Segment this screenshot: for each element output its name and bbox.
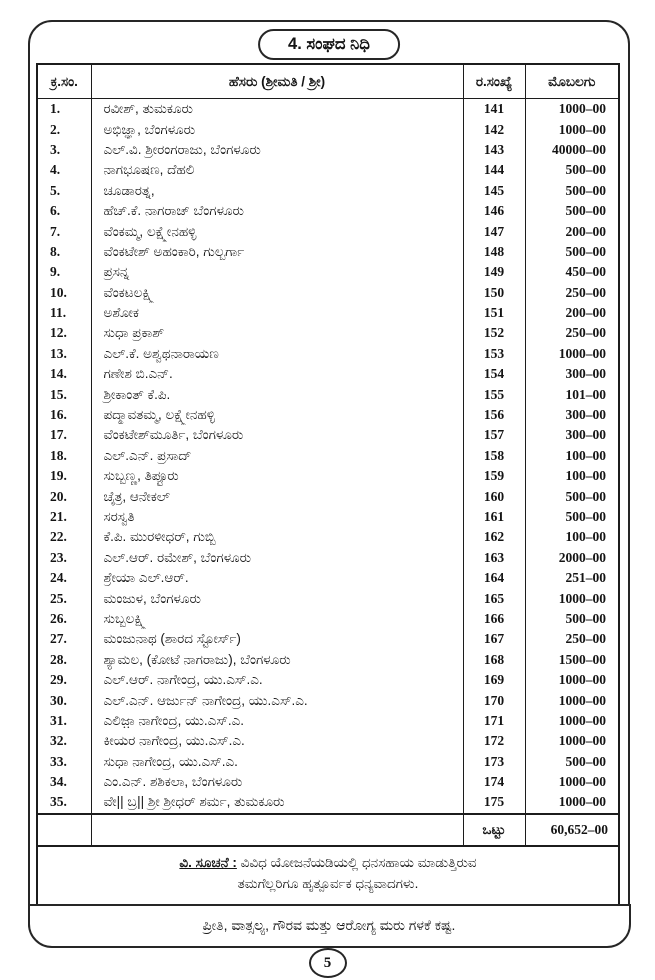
cell-receipt: 156 — [463, 405, 525, 425]
total-empty-name — [91, 814, 463, 846]
cell-serial: 1. — [37, 99, 91, 120]
cell-serial: 33. — [37, 752, 91, 772]
cell-serial: 5. — [37, 181, 91, 201]
cell-serial: 10. — [37, 283, 91, 303]
footer-quote: ಪ್ರೀತಿ, ವಾತ್ಸಲ್ಯ, ಗೌರವ ಮತ್ತು ಆರೋಗ್ಯ ಮರು ಗಳಕೆ ಕಷ್ಟ. — [202, 917, 456, 933]
cell-name: ವೇ|| ಬ್ರ|| ಶ್ರೀ ಶ್ರೀಧರ್ ಶರ್ಮ, ತುಮಕೂರು — [91, 792, 463, 813]
cell-serial: 21. — [37, 507, 91, 527]
cell-amount: 500–00 — [525, 486, 619, 506]
cell-name: ಅಭಿಜ್ಞಾ, ಬೆಂಗಳೂರು — [91, 119, 463, 139]
cell-name: ಸುಬ್ಬಲಕ್ಷ್ಮಿ — [91, 609, 463, 629]
page-number: 5 — [323, 954, 332, 971]
cell-receipt: 158 — [463, 446, 525, 466]
cell-amount: 450–00 — [525, 262, 619, 282]
table-row — [37, 690, 619, 710]
fund-table — [36, 63, 620, 906]
table-row — [37, 650, 619, 670]
table-row — [37, 548, 619, 568]
table-row — [37, 507, 619, 527]
page-border-frame — [28, 20, 630, 947]
cell-serial: 2. — [37, 119, 91, 139]
page-number-badge — [309, 948, 347, 978]
cell-amount: 500–00 — [525, 609, 619, 629]
note-label: ವಿ. ಸೂಚನೆ : — [179, 854, 237, 870]
cell-receipt: 159 — [463, 466, 525, 486]
table-row — [37, 221, 619, 241]
cell-name: ಹೆಚ್.ಕೆ. ನಾಗರಾಜ್ ಬೆಂಗಳೂರು — [91, 201, 463, 221]
cell-name: ಅಶೋಕ — [91, 303, 463, 323]
table-row — [37, 384, 619, 404]
cell-serial: 19. — [37, 466, 91, 486]
cell-serial: 24. — [37, 568, 91, 588]
cell-amount: 100–00 — [525, 446, 619, 466]
cell-name: ಶ್ರೀಕಾಂತ್ ಕೆ.ಪಿ. — [91, 384, 463, 404]
cell-amount: 1000–00 — [525, 711, 619, 731]
cell-receipt: 167 — [463, 629, 525, 649]
cell-amount: 500–00 — [525, 160, 619, 180]
table-row — [37, 405, 619, 425]
table-row — [37, 99, 619, 120]
cell-receipt: 172 — [463, 731, 525, 751]
cell-serial: 15. — [37, 384, 91, 404]
header-amount: ಮೊಬಲಗು — [525, 64, 619, 99]
cell-name: ವೆಂಕಟೇಶ್ ಅಹಂಕಾರಿ, ಗುಲ್ಬರ್ಗಾ — [91, 242, 463, 262]
table-row — [37, 344, 619, 364]
table-row — [37, 568, 619, 588]
cell-serial: 13. — [37, 344, 91, 364]
cell-serial: 22. — [37, 527, 91, 547]
cell-amount: 200–00 — [525, 221, 619, 241]
table-row — [37, 140, 619, 160]
cell-receipt: 151 — [463, 303, 525, 323]
cell-serial: 25. — [37, 588, 91, 608]
cell-receipt: 141 — [463, 99, 525, 120]
cell-receipt: 148 — [463, 242, 525, 262]
cell-name: ಪ್ರಸನ್ನ — [91, 262, 463, 282]
cell-serial: 18. — [37, 446, 91, 466]
total-row — [37, 814, 619, 846]
cell-name: ಎಲ್.ಎನ್. ಆರ್ಜುನ್ ನಾಗೇಂದ್ರ, ಯು.ಎಸ್.ಎ. — [91, 690, 463, 710]
cell-name: ಶ್ಯಾಮಲ, (ಕೋಟೆ ನಾಗರಾಜು), ಬೆಂಗಳೂರು — [91, 650, 463, 670]
footer-quote-bar — [28, 904, 631, 948]
cell-name: ಎಲಿಜ಼ಾ ನಾಗೇಂದ್ರ, ಯು.ಎಸ್.ಎ. — [91, 711, 463, 731]
table-row — [37, 242, 619, 262]
cell-amount: 1000–00 — [525, 792, 619, 813]
cell-receipt: 173 — [463, 752, 525, 772]
cell-name: ಕೀಯರ ನಾಗೇಂದ್ರ, ಯು.ಎಸ್.ಎ. — [91, 731, 463, 751]
note-line-2: ತಮಗೆಲ್ಲರಿಗೂ ಹೃತ್ಪೂರ್ವಕ ಧನ್ಯವಾದಗಳು. — [237, 875, 419, 891]
cell-name: ಸರಸ್ವತಿ — [91, 507, 463, 527]
table-row — [37, 486, 619, 506]
table-row — [37, 670, 619, 690]
cell-receipt: 154 — [463, 364, 525, 384]
note-row — [37, 846, 619, 905]
cell-amount: 1000–00 — [525, 670, 619, 690]
cell-amount: 1000–00 — [525, 344, 619, 364]
cell-receipt: 146 — [463, 201, 525, 221]
cell-amount: 100–00 — [525, 466, 619, 486]
cell-amount: 500–00 — [525, 181, 619, 201]
table-row — [37, 527, 619, 547]
cell-serial: 7. — [37, 221, 91, 241]
cell-receipt: 171 — [463, 711, 525, 731]
cell-amount: 101–00 — [525, 384, 619, 404]
table-row — [37, 283, 619, 303]
cell-amount: 1000–00 — [525, 119, 619, 139]
cell-receipt: 169 — [463, 670, 525, 690]
table-row — [37, 446, 619, 466]
cell-receipt: 144 — [463, 160, 525, 180]
cell-receipt: 153 — [463, 344, 525, 364]
table-row — [37, 588, 619, 608]
cell-amount: 1000–00 — [525, 99, 619, 120]
cell-serial: 23. — [37, 548, 91, 568]
table-row — [37, 181, 619, 201]
table-row — [37, 323, 619, 343]
cell-name: ಸುಧಾ ನಾಗೇಂದ್ರ, ಯು.ಎಸ್.ಎ. — [91, 752, 463, 772]
cell-receipt: 170 — [463, 690, 525, 710]
table-row — [37, 303, 619, 323]
header-serial-number: ಕ್ರ.ಸಂ. — [37, 64, 91, 99]
cell-receipt: 143 — [463, 140, 525, 160]
table-row — [37, 711, 619, 731]
cell-serial: 3. — [37, 140, 91, 160]
cell-amount: 1000–00 — [525, 588, 619, 608]
cell-amount: 500–00 — [525, 242, 619, 262]
table-row — [37, 425, 619, 445]
note-cell — [37, 846, 619, 905]
cell-name: ಎಲ್.ಆರ್. ರಮೇಶ್, ಬೆಂಗಳೂರು — [91, 548, 463, 568]
cell-amount: 250–00 — [525, 629, 619, 649]
cell-amount: 500–00 — [525, 507, 619, 527]
cell-name: ಶ್ರೇಯಾ ಎಲ್.ಆರ್. — [91, 568, 463, 588]
page-title: 4. ಸಂಘದ ನಿಧಿ — [258, 29, 400, 60]
total-label: ಒಟ್ಟು — [463, 814, 525, 846]
cell-serial: 16. — [37, 405, 91, 425]
cell-amount: 250–00 — [525, 283, 619, 303]
cell-amount: 1500–00 — [525, 650, 619, 670]
table-header-row — [37, 64, 619, 99]
cell-serial: 17. — [37, 425, 91, 445]
cell-serial: 31. — [37, 711, 91, 731]
header-receipt-number: ರ.ಸಂಖ್ಯೆ — [463, 64, 525, 99]
cell-receipt: 145 — [463, 181, 525, 201]
note-text-1: ವಿವಿಧ ಯೋಜನೆಯಡಿಯಲ್ಲಿ ಧನಸಹಾಯ ಮಾಡುತ್ತಿರುವ — [240, 854, 477, 870]
table-row — [37, 772, 619, 792]
cell-serial: 14. — [37, 364, 91, 384]
cell-receipt: 168 — [463, 650, 525, 670]
cell-receipt: 164 — [463, 568, 525, 588]
cell-receipt: 162 — [463, 527, 525, 547]
cell-receipt: 161 — [463, 507, 525, 527]
cell-receipt: 174 — [463, 772, 525, 792]
cell-name: ಪದ್ಮಾವತಮ್ಮ, ಲಕ್ಷ್ಮೇನಹಳ್ಳಿ — [91, 405, 463, 425]
cell-name: ಎಂ.ಎನ್. ಶಶಿಕಲಾ, ಬೆಂಗಳೂರು — [91, 772, 463, 792]
table-row — [37, 262, 619, 282]
cell-amount: 1000–00 — [525, 690, 619, 710]
cell-receipt: 157 — [463, 425, 525, 445]
cell-serial: 12. — [37, 323, 91, 343]
table-row — [37, 731, 619, 751]
cell-name: ಮಂಜುಳ, ಬೆಂಗಳೂರು — [91, 588, 463, 608]
cell-serial: 30. — [37, 690, 91, 710]
cell-name: ಎಲ್.ಆರ್. ನಾಗೇಂದ್ರ, ಯು.ಎಸ್.ಎ. — [91, 670, 463, 690]
cell-name: ಸುಬ್ಬಣ್ಣ, ತಿಪ್ಟೂರು — [91, 466, 463, 486]
cell-name: ವೆಂಕಮ್ಮ, ಲಕ್ಷ್ಮೇನಹಳ್ಳಿ — [91, 221, 463, 241]
header-name: ಹೆಸರು (ಶ್ರೀಮತಿ / ಶ್ರೀ) — [91, 64, 463, 99]
cell-receipt: 150 — [463, 283, 525, 303]
table-row — [37, 609, 619, 629]
cell-serial: 28. — [37, 650, 91, 670]
cell-amount: 250–00 — [525, 323, 619, 343]
table-row — [37, 629, 619, 649]
cell-name: ರವೀಶ್, ತುಮಕೂರು — [91, 99, 463, 120]
cell-amount: 500–00 — [525, 752, 619, 772]
cell-receipt: 165 — [463, 588, 525, 608]
total-amount: 60,652–00 — [525, 814, 619, 846]
cell-receipt: 149 — [463, 262, 525, 282]
cell-name: ಸುಧಾ ಪ್ರಕಾಶ್ — [91, 323, 463, 343]
cell-receipt: 166 — [463, 609, 525, 629]
cell-name: ನಾಗಭೂಷಣ, ದೆಹಲಿ — [91, 160, 463, 180]
cell-name: ಎಲ್.ಕೆ. ಅಶ್ವಥನಾರಾಯಣ — [91, 344, 463, 364]
cell-amount: 500–00 — [525, 201, 619, 221]
cell-serial: 20. — [37, 486, 91, 506]
cell-serial: 26. — [37, 609, 91, 629]
total-empty-serial — [37, 814, 91, 846]
cell-amount: 1000–00 — [525, 731, 619, 751]
cell-amount: 200–00 — [525, 303, 619, 323]
cell-receipt: 163 — [463, 548, 525, 568]
cell-name: ಚೈತ್ರ, ಆನೇಕಲ್ — [91, 486, 463, 506]
table-row — [37, 466, 619, 486]
cell-name: ಕೆ.ಪಿ. ಮುರಳೀಧರ್, ಗುಬ್ಬಿ — [91, 527, 463, 547]
cell-serial: 11. — [37, 303, 91, 323]
cell-serial: 6. — [37, 201, 91, 221]
cell-amount: 300–00 — [525, 364, 619, 384]
cell-serial: 29. — [37, 670, 91, 690]
cell-receipt: 147 — [463, 221, 525, 241]
cell-serial: 34. — [37, 772, 91, 792]
cell-serial: 4. — [37, 160, 91, 180]
cell-name: ಗಣೇಶ ಬಿ.ಎನ್. — [91, 364, 463, 384]
cell-amount: 300–00 — [525, 405, 619, 425]
cell-receipt: 152 — [463, 323, 525, 343]
cell-name: ಮಂಜುನಾಥ (ಶಾರದ ಸ್ಟೋರ್ಸ್) — [91, 629, 463, 649]
cell-name: ವೆಂಕಟಲಕ್ಷ್ಮಿ — [91, 283, 463, 303]
cell-amount: 251–00 — [525, 568, 619, 588]
cell-name: ವೆಂಕಟೇಶ್‌ಮೂರ್ತಿ, ಬೆಂಗಳೂರು — [91, 425, 463, 445]
cell-serial: 35. — [37, 792, 91, 813]
table-row — [37, 160, 619, 180]
cell-serial: 8. — [37, 242, 91, 262]
cell-amount: 1000–00 — [525, 772, 619, 792]
cell-serial: 9. — [37, 262, 91, 282]
cell-name: ಎಲ್.ವಿ. ಶ್ರೀರಂಗರಾಜು, ಬೆಂಗಳೂರು — [91, 140, 463, 160]
cell-receipt: 160 — [463, 486, 525, 506]
table-row — [37, 201, 619, 221]
cell-name: ಎಲ್.ಎನ್. ಪ್ರಸಾದ್ — [91, 446, 463, 466]
cell-amount: 300–00 — [525, 425, 619, 445]
cell-receipt: 175 — [463, 792, 525, 813]
fund-table-body — [37, 99, 619, 814]
table-row — [37, 119, 619, 139]
note-line-1 — [46, 853, 610, 874]
cell-amount: 40000–00 — [525, 140, 619, 160]
cell-receipt: 142 — [463, 119, 525, 139]
table-row — [37, 752, 619, 772]
cell-name: ಚೂಡಾರತ್ನ, — [91, 181, 463, 201]
cell-serial: 27. — [37, 629, 91, 649]
cell-amount: 2000–00 — [525, 548, 619, 568]
table-row — [37, 792, 619, 813]
cell-amount: 100–00 — [525, 527, 619, 547]
cell-serial: 32. — [37, 731, 91, 751]
table-row — [37, 364, 619, 384]
cell-receipt: 155 — [463, 384, 525, 404]
